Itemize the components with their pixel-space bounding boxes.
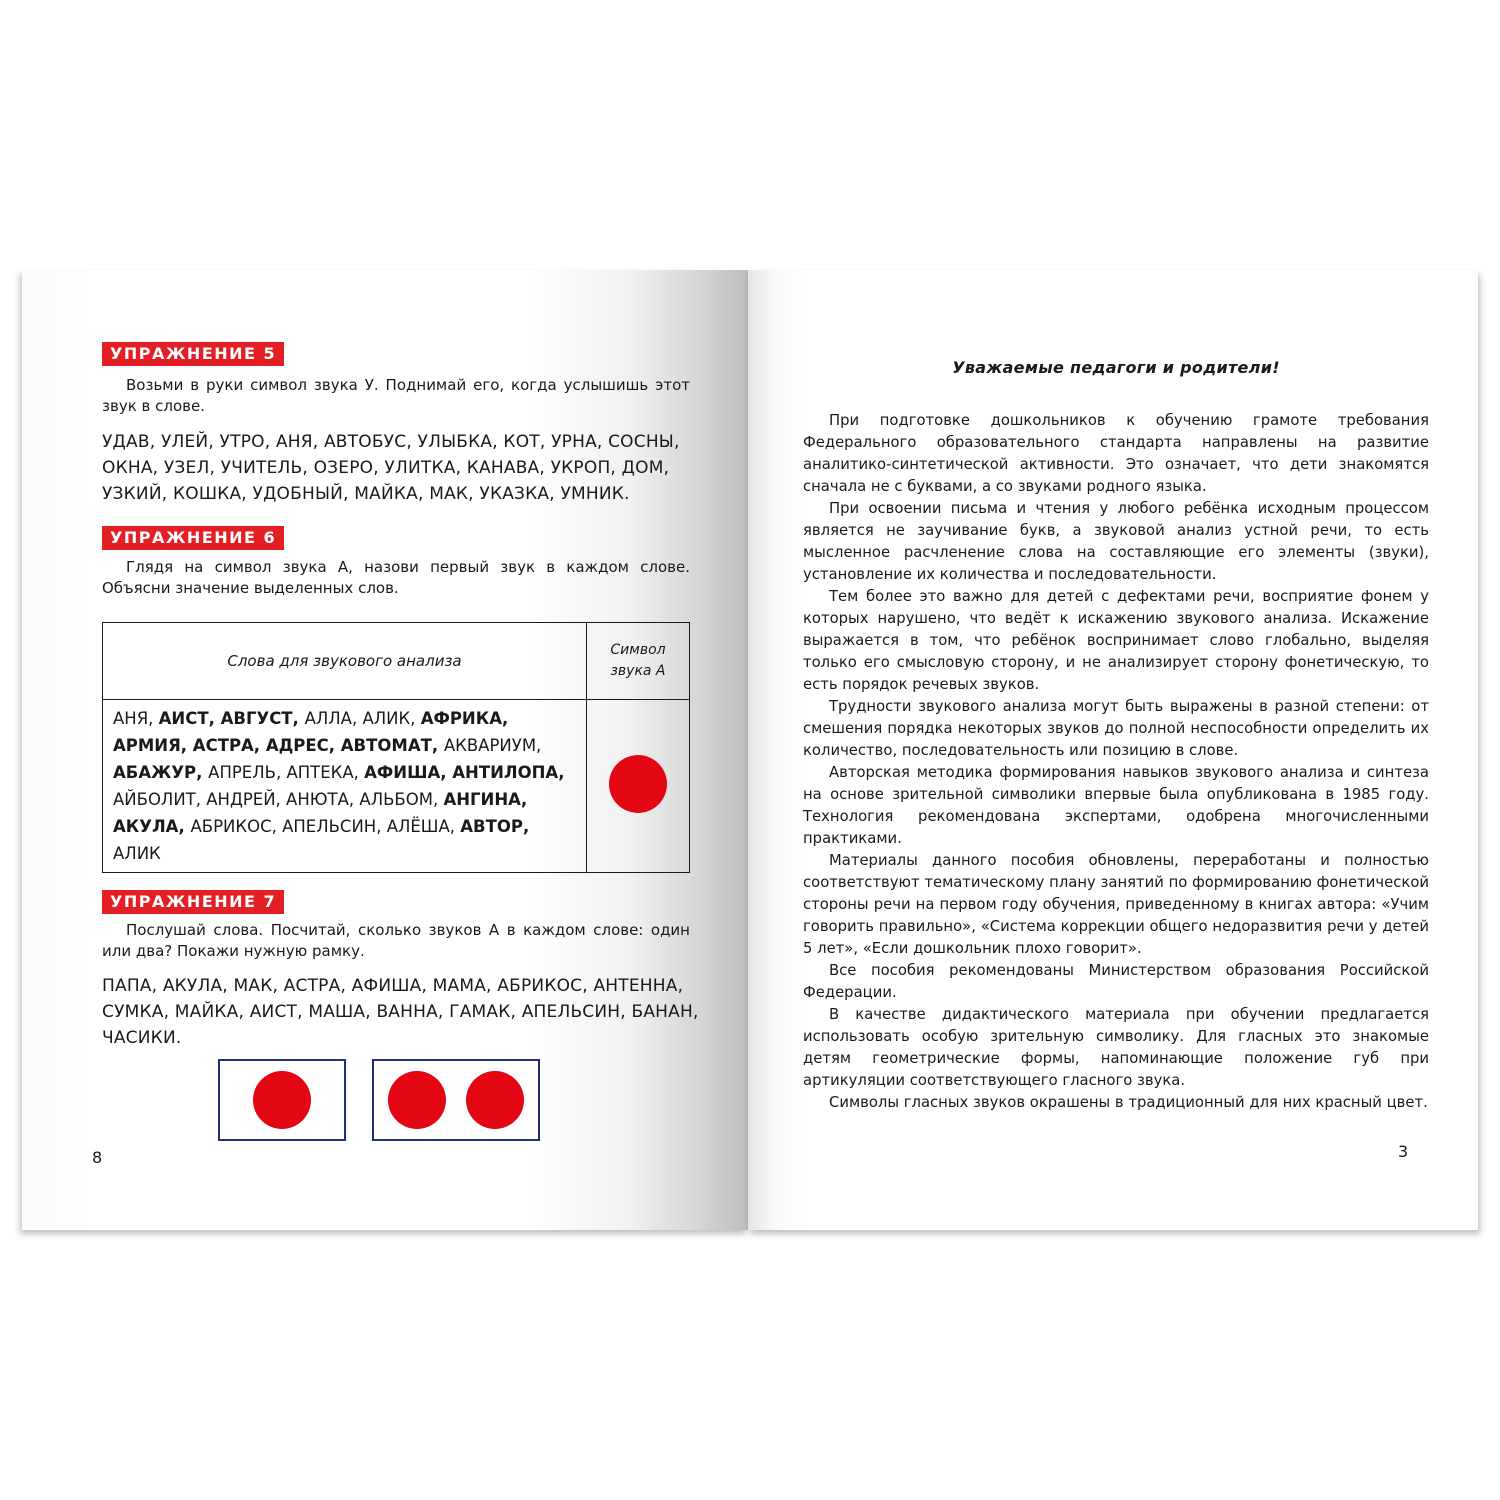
table-header-symbol [587, 623, 690, 700]
words: АКВАРИУМ, [443, 736, 542, 755]
table-header-words: Слова для звукового анализа [103, 623, 587, 700]
exercise-7-instruction: Послушай слова. Посчитай, сколько звуков А в каждом слове: один или два? Покажи нужную рамку. [102, 921, 690, 960]
word-line: УДАВ, УЛЕЙ, УТРО, АНЯ, АВТОБУС, УЛЫБКА, КОТ, УРНА, СОСНЫ, [102, 432, 680, 452]
highlighted-words: АФРИКА, АРМИЯ, АСТРА, АДРЕС, АВТОМАТ, [113, 709, 509, 755]
paragraph: Все пособия рекомендованы Министерством образования Российской Федерации. [803, 962, 1429, 1001]
table-words-cell [103, 700, 587, 873]
highlighted-words: АБАЖУР, [113, 763, 209, 782]
words: АЛЛА, АЛИК, [304, 709, 421, 728]
highlighted-words: АВТОР, [460, 817, 530, 836]
word-line: УЗКИЙ, КОШКА, УДОБНЫЙ, МАЙКА, МАК, УКАЗКА, УМНИК. [102, 484, 630, 504]
exercise-7-label: УПРАЖНЕНИЕ 7 [102, 890, 284, 914]
highlighted-words: АИСТ, АВГУСТ, [158, 709, 305, 728]
red-circle-icon [609, 755, 667, 813]
table-symbol-cell [587, 700, 690, 873]
exercise-5-instruction: Возьми в руки символ звука У. Поднимай его, когда услышишь этот звук в слове. [102, 376, 690, 415]
red-circle-icon [253, 1071, 311, 1129]
exercise-6-label: УПРАЖНЕНИЕ 6 [102, 526, 284, 550]
paragraph: Авторская методика формирования навыков звукового анализа и синтеза на основе зрительной символики впервые была опубликована в 1985 году. Технология рекомендована экспертами, одобрена многочисленными практиками. [803, 764, 1429, 847]
paragraph: При подготовке дошкольников к обучению грамоте требования Федерального образовательного стандарта направлены на развитие аналитико-синтетической активности. Это означает, что дети знакомятся сначала не с буквами, а со звуками родного языка. [803, 412, 1429, 495]
sound-analysis-table [102, 622, 690, 873]
two-sounds-frame[interactable] [372, 1059, 540, 1141]
left-page [22, 270, 748, 1230]
page-number-left: 8 [92, 1148, 103, 1167]
word-line: СУМКА, МАЙКА, АИСТ, МАША, ВАННА, ГАМАК, АПЕЛЬСИН, БАНАН, [102, 1002, 699, 1022]
right-page [748, 270, 1478, 1230]
highlighted-words: АНГИНА, АКУЛА, [113, 790, 528, 836]
table-header-symbol-text: Символ звука А [610, 642, 666, 679]
words: АЛИК [113, 844, 161, 863]
word-line: ЧАСИКИ. [102, 1028, 182, 1048]
word-line: ОКНА, УЗЕЛ, УЧИТЕЛЬ, ОЗЕРО, УЛИТКА, КАНАВА, УКРОП, ДОМ, [102, 458, 670, 478]
paragraph: В качестве дидактического материала при обучении предлагается использовать особую зрительную символику. Для гласных это знакомые детям геометрические формы, напоминающие положение губ при артикуляции соответствующего гласного звука. [803, 1006, 1429, 1089]
paragraph: Материалы данного пособия обновлены, переработаны и полностью соответствуют тематическому плану занятий по формированию фонетической стороны речи на первом году обучения, приведенному в книгах автора: «Учим говорить правильно», «Система коррекции общего недоразвития речи у детей 5 лет», «Если дошкольник плохо говорит». [803, 852, 1429, 957]
paragraph: Тем более это важно для детей с дефектами речи, восприятие фонем у которых нарушено, что ведёт к искажению звукового анализа. Искажение выражается в том, что ребёнок воспринимает слово глобально, выделяя только его смысловую сторону, и не анализирует сторону фонетическую, то есть порядок речевых звуков. [803, 588, 1429, 693]
one-sound-frame[interactable] [218, 1059, 346, 1141]
words: АНЯ, [113, 709, 159, 728]
words: АЙБОЛИТ, АНДРЕЙ, АНЮТА, АЛЬБОМ, [113, 790, 444, 809]
exercise-7-words [102, 973, 702, 1051]
paragraph: Трудности звукового анализа могут быть выражены в разной степени: от смешения порядка некоторых звуков до полной неспособности определить их количество, последовательность или позицию в слове. [803, 698, 1429, 759]
page-heading: Уважаемые педагоги и родители! [952, 358, 1280, 377]
exercise-5-words [102, 429, 702, 507]
page-number-right: 3 [1398, 1142, 1409, 1161]
words: АПРЕЛЬ, АПТЕКА, [208, 763, 365, 782]
red-circle-icon [388, 1071, 446, 1129]
highlighted-words: АФИША, АНТИЛОПА, [364, 763, 565, 782]
words: АБРИКОС, АПЕЛЬСИН, АЛЁША, [190, 817, 461, 836]
word-line: ПАПА, АКУЛА, МАК, АСТРА, АФИША, МАМА, АБРИКОС, АНТЕННА, [102, 976, 684, 996]
paragraph: При освоении письма и чтения у любого ребёнка исходным процессом является не заучивание букв, а звуковой анализ устной речи, то есть мысленное расчленение слова на составляющие его элементы (звуки), установление их количества и последовательности. [803, 500, 1429, 583]
paragraph: Символы гласных звуков окрашены в традиционный для них красный цвет. [829, 1094, 1428, 1111]
intro-text [803, 410, 1429, 1114]
exercise-5-label: УПРАЖНЕНИЕ 5 [102, 342, 284, 366]
red-circle-icon [466, 1071, 524, 1129]
exercise-6-instruction: Глядя на символ звука А, назови первый звук в каждом слове. Объясни значение выделенных слов. [102, 558, 690, 597]
